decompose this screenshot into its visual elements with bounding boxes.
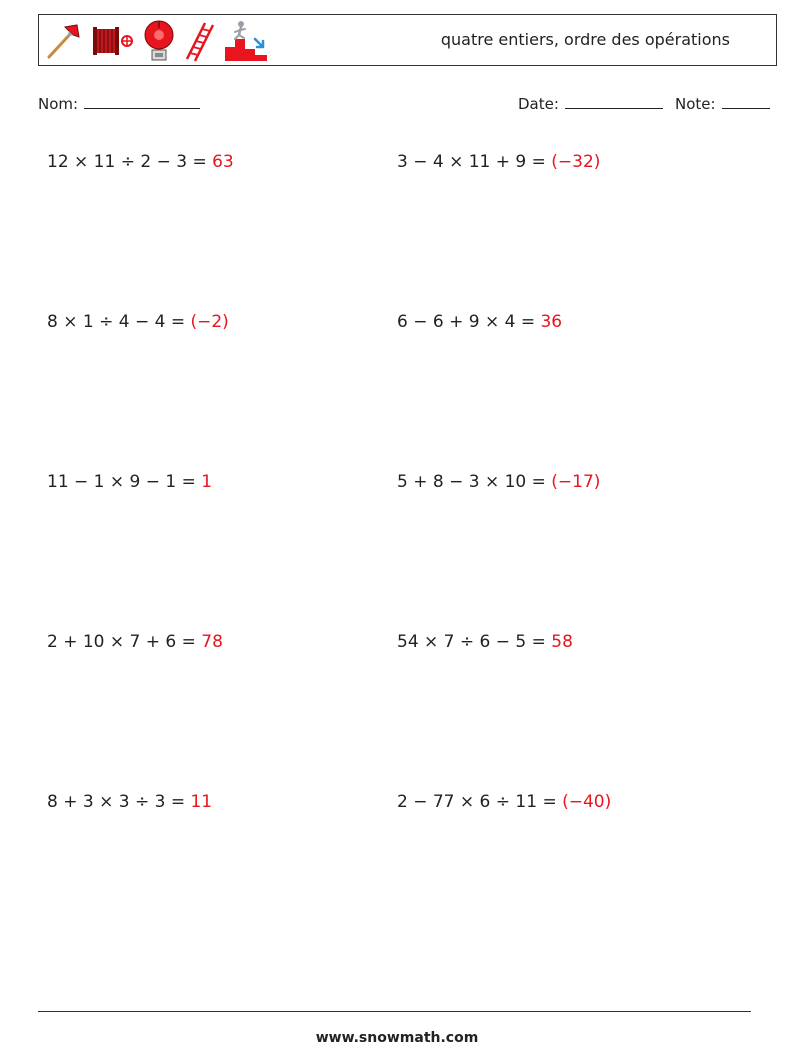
problem-5 (47, 472, 212, 492)
worksheet-header (38, 14, 777, 66)
problem-expression: 6 − 6 + 9 × 4 = (397, 312, 541, 332)
date-field (518, 94, 663, 113)
problem-6 (397, 472, 600, 492)
problem-4 (397, 312, 562, 332)
problem-answer: 78 (201, 632, 223, 652)
problem-answer: 63 (212, 152, 234, 172)
problem-expression: 54 × 7 ÷ 6 − 5 = (397, 632, 552, 652)
grade-label: Note: (675, 95, 716, 113)
fire-axe-icon (43, 21, 83, 61)
problem-2 (397, 152, 600, 172)
problem-answer: 11 (190, 792, 213, 812)
date-blank[interactable] (565, 94, 663, 109)
problem-answer: (−32) (551, 152, 601, 172)
stairs-exit-icon (223, 19, 269, 63)
problem-expression: 12 × 11 ÷ 2 − 3 = (47, 152, 213, 172)
icon-strip (43, 18, 275, 64)
problem-expression: 8 × 1 ÷ 4 − 4 = (47, 312, 191, 332)
problem-8 (397, 632, 573, 652)
problem-expression: 5 + 8 − 3 × 10 = (397, 472, 552, 492)
grade-blank[interactable] (722, 94, 770, 109)
name-blank[interactable] (84, 94, 200, 109)
problem-expression: 2 − 77 × 6 ÷ 11 = (397, 792, 563, 812)
name-field (38, 94, 200, 113)
problem-answer: 36 (540, 312, 563, 332)
problem-9 (47, 792, 212, 812)
problem-expression: 8 + 3 × 3 ÷ 3 = (47, 792, 191, 812)
worksheet-title: quatre entiers, ordre des opérations (440, 30, 730, 49)
ladder-icon (183, 19, 217, 63)
problem-1 (47, 152, 234, 172)
problem-answer: (−17) (551, 472, 601, 492)
grade-field (675, 94, 770, 113)
problem-expression: 2 + 10 × 7 + 6 = (47, 632, 202, 652)
problem-10 (397, 792, 611, 812)
footer-divider (38, 1011, 751, 1012)
date-label: Date: (518, 95, 559, 113)
problem-3 (47, 312, 229, 332)
problem-answer: 58 (551, 632, 573, 652)
name-label: Nom: (38, 95, 79, 113)
footer-url[interactable]: www.snowmath.com (315, 1030, 479, 1046)
problem-answer: (−40) (562, 792, 612, 812)
problem-7 (47, 632, 223, 652)
hose-reel-icon (89, 21, 135, 61)
problem-answer: (−2) (190, 312, 229, 332)
problem-answer: 1 (201, 472, 213, 492)
problem-expression: 11 − 1 × 9 − 1 = (47, 472, 202, 492)
fire-alarm-bell-icon (141, 19, 177, 63)
problem-expression: 3 − 4 × 11 + 9 = (397, 152, 552, 172)
